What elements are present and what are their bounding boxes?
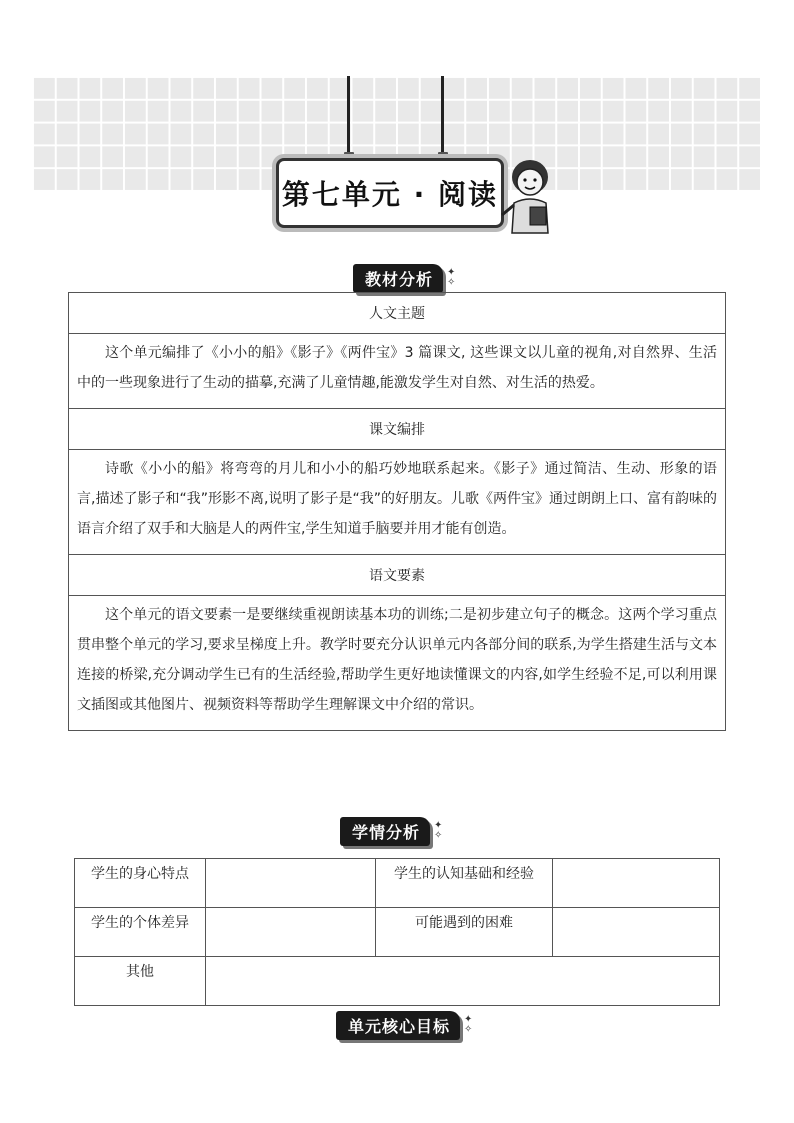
- theme-header: 人文主题: [69, 293, 726, 334]
- cognitive-label: 学生的认知基础和经验: [376, 859, 553, 908]
- physical-label: 学生的身心特点: [75, 859, 206, 908]
- sparkle-icon: ✦ ✧: [464, 1014, 473, 1035]
- unit-title-sign: [276, 158, 504, 228]
- section-header-learning: [340, 818, 442, 844]
- section-label: 教材分析: [353, 264, 443, 293]
- arrangement-header: 课文编排: [69, 409, 726, 450]
- individual-value[interactable]: [206, 908, 376, 957]
- physical-value[interactable]: [206, 859, 376, 908]
- learning-analysis-table: [74, 858, 720, 1006]
- arrangement-body: 诗歌《小小的船》将弯弯的月儿和小小的船巧妙地联系起来。《影子》通过简洁、生动、形象的语言,描述了影子和“我”形影不离,说明了影子是“我”的好朋友。儿歌《两件宝》通过朗朗上口、富有韵味的语言介绍了双手和大脑是人的两件宝,学生知道手脑要并用才能有创造。: [69, 450, 726, 555]
- theme-body: 这个单元编排了《小小的船》《影子》《两件宝》3 篇课文, 这些课文以儿童的视角,对自然界、生活中的一些现象进行了生动的描摹,充满了儿童情趣,能激发学生对自然、对生活的热爱。: [69, 334, 726, 409]
- section-label: 学情分析: [340, 817, 430, 846]
- elements-body: 这个单元的语文要素一是要继续重视朗读基本功的训练;二是初步建立句子的概念。这两个学习重点贯串整个单元的学习,要求呈梯度上升。教学时要充分认识单元内各部分间的联系,为学生搭建生活与文本连接的桥梁,充分调动学生已有的生活经验,帮助学生更好地读懂课文的内容,如学生经验不足,可以利用课文插图或其他图片、视频资料等帮助学生理解课文中介绍的常识。: [69, 596, 726, 731]
- unit-title: 第七单元 · 阅读: [281, 178, 499, 211]
- other-label: 其他: [75, 957, 206, 1006]
- difficulties-label: 可能遇到的困难: [376, 908, 553, 957]
- sparkle-icon: ✦ ✧: [434, 820, 443, 841]
- material-analysis-table: [68, 292, 726, 731]
- other-value[interactable]: [206, 957, 720, 1006]
- hanging-rope-right: [441, 76, 444, 156]
- elements-header: 语文要素: [69, 555, 726, 596]
- individual-label: 学生的个体差异: [75, 908, 206, 957]
- teacher-character-icon: [500, 155, 560, 235]
- cognitive-value[interactable]: [553, 859, 720, 908]
- section-header-analysis: [353, 265, 455, 291]
- difficulties-value[interactable]: [553, 908, 720, 957]
- section-header-goals: [336, 1012, 472, 1038]
- sparkle-icon: ✦ ✧: [447, 267, 456, 288]
- section-label: 单元核心目标: [336, 1011, 460, 1040]
- hanging-rope-left: [347, 76, 350, 156]
